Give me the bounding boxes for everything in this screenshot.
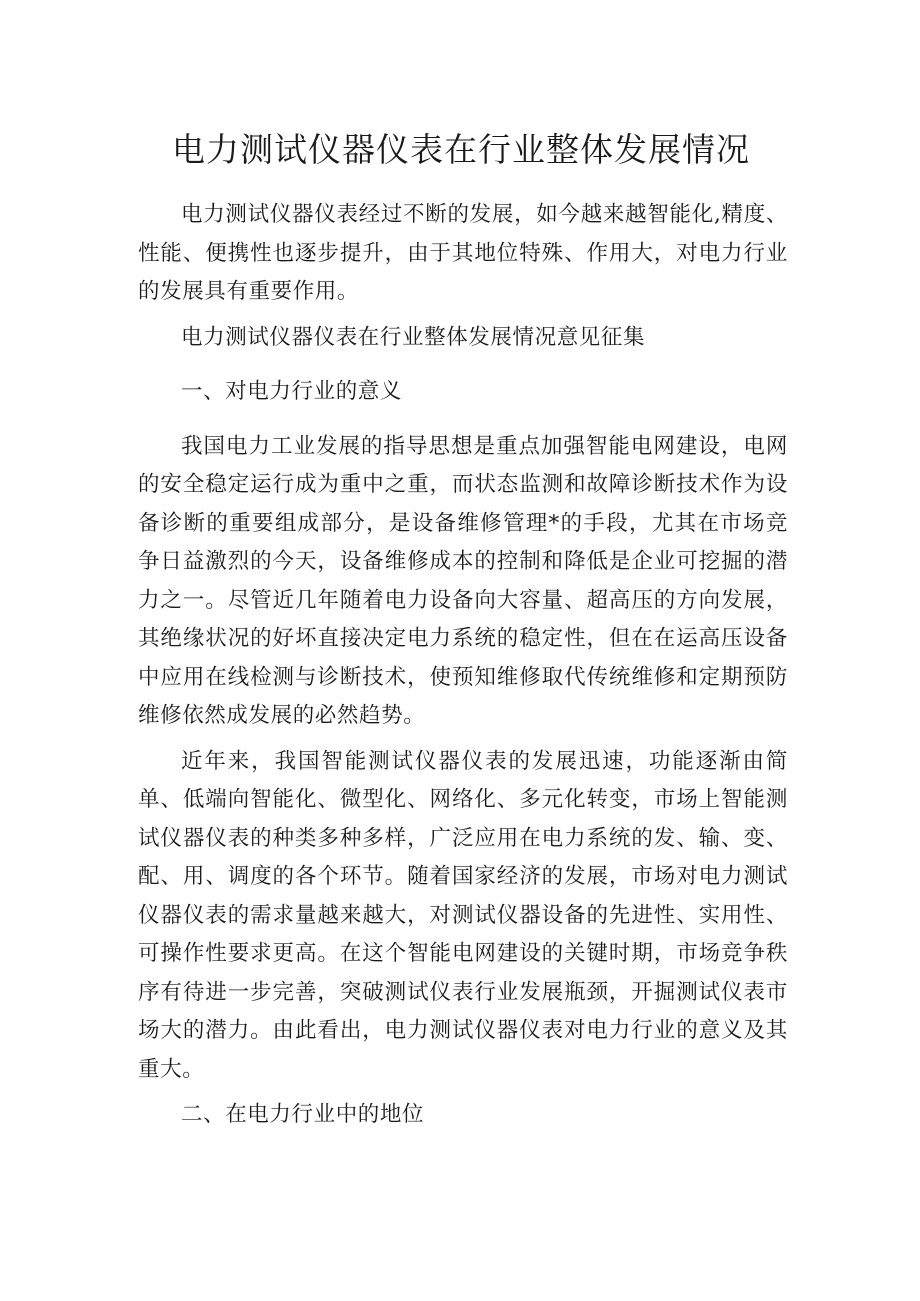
section-heading-2: 二、在电力行业中的地位: [181, 1102, 425, 1127]
document-body: [138, 196, 788, 1151]
intro-paragraph: 电力测试仪器仪表经过不断的发展，如今越来越智能化,精度、性能、便携性也逐步提升，由于其地位特殊、作用大，对电力行业的发展具有重要作用。: [138, 202, 788, 304]
section-heading-1: 一、对电力行业的意义: [181, 379, 403, 404]
body-paragraph: 我国电力工业发展的指导思想是重点加强智能电网建设，电网的安全稳定运行成为重中之重，而状态监测和故障诊断技术作为设备诊断的重要组成部分，是设备维修管理*的手段，尤其在市场竞争日益激烈的今天，设备维修成本的控制和降低是企业可挖掘的潜力之一。尽管近几年随着电力设备向大容量、超高压的方向发展，其绝缘状况的好坏直接决定电力系统的稳定性，但在在运高压设备中应用在线检测与诊断技术，使预知维修取代传统维修和定期预防维修依然成发展的必然趋势。: [138, 433, 788, 728]
document-title: 电力测试仪器仪表在行业整体发展情况: [172, 130, 750, 169]
subtitle-paragraph: 电力测试仪器仪表在行业整体发展情况意见征集: [181, 324, 646, 350]
body-paragraph: 近年来，我国智能测试仪器仪表的发展迅速，功能逐渐由简单、低端向智能化、微型化、网络化、多元化转变，市场上智能测试仪器仪表的种类多种多样，广泛应用在电力系统的发、输、变、配、用、调度的各个环节。随着国家经济的发展，市场对电力测试仪器仪表的需求量越来越大，对测试仪器设备的先进性、实用性、可操作性要求更高。在这个智能电网建设的关键时期，市场竞争秩序有待进一步完善，突破测试仪表行业发展瓶颈，开掘测试仪表市场大的潜力。由此看出，电力测试仪器仪表对电力行业的意义及其重大。: [138, 748, 788, 1082]
